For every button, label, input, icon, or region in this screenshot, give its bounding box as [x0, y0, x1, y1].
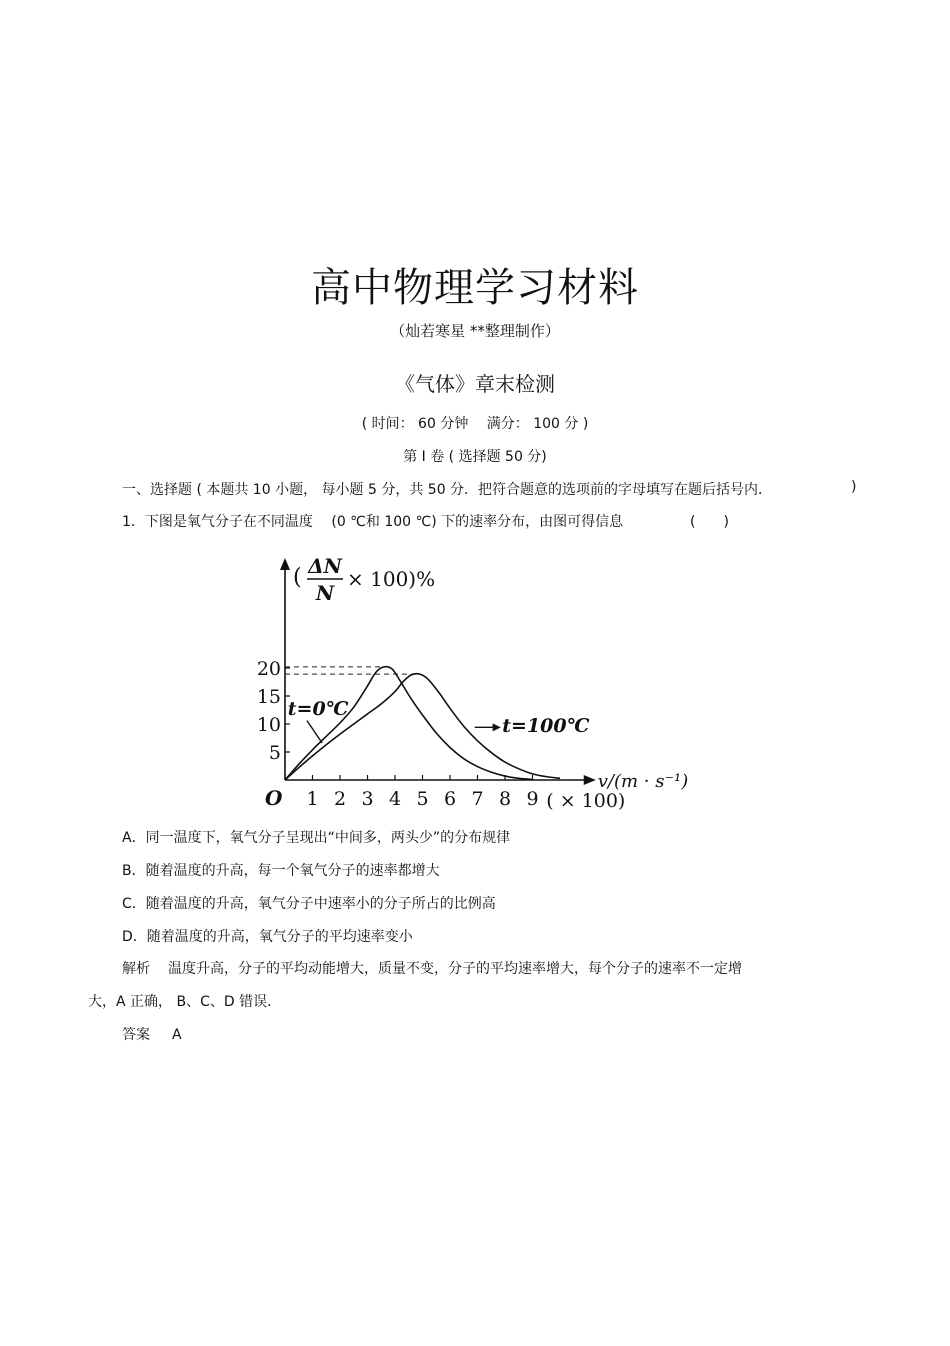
curve-t0 — [285, 667, 533, 780]
x-tick-label: 5 — [416, 788, 429, 810]
y-tick-label: 10 — [256, 714, 281, 736]
option-d: D．随着温度的升高，氧气分子的平均速率变小 — [122, 929, 413, 945]
time-info: ( 时间： 60 分钟 满分： 100 分 ) — [361, 416, 589, 432]
series-pointer-t0 — [307, 721, 322, 743]
section-title: 《气体》章末检测 — [395, 372, 555, 396]
analysis-text-1: 温度升高，分子的平均动能增大，质量不变，分子的平均速率增大，每个分子的速率不一定增 — [168, 961, 742, 977]
volume-title: 第 I 卷 ( 选择题 50 分) — [403, 449, 547, 465]
option-a: A．同一温度下，氧气分子呈现出“中间多，两头少”的分布规律 — [122, 830, 511, 846]
x-tick-label: 7 — [471, 788, 484, 810]
x-tick-label: 4 — [388, 788, 402, 810]
answer-blank: ( ) — [690, 514, 729, 530]
instructions: 一、选择题 ( 本题共 10 小题， 每小题 5 分，共 50 分．把符合题意的选项前的字母填写在题后括号内． — [122, 482, 773, 498]
answer-line — [122, 1024, 182, 1044]
reference-lines — [285, 667, 420, 674]
y-label-denominator: N — [315, 581, 335, 605]
y-tick-label: 5 — [268, 742, 281, 764]
origin-label: O — [265, 786, 283, 810]
option-b: B．随着温度的升高，每一个氧气分子的速率都增大 — [122, 863, 440, 879]
series-label-t0: t=0℃ — [287, 698, 349, 721]
main-title: 高中物理学习材料 — [311, 265, 639, 311]
question-1-stem: 1．下图是氧气分子在不同温度 (0 ℃和 100 ℃) 下的速率分布，由图可得信息 — [122, 514, 624, 530]
x-multiplier-label: ( × 100) — [546, 790, 626, 812]
y-axis-arrow — [280, 558, 290, 570]
x-tick-label: 8 — [498, 788, 512, 810]
analysis-line-2: 大，A 正确， B、C、D 错误． — [88, 994, 282, 1010]
instructions-end: ) — [851, 479, 857, 495]
chart-labels — [257, 554, 688, 812]
series-pointer-arrow-t100 — [493, 723, 501, 731]
x-tick-label: 3 — [361, 788, 374, 810]
analysis-label: 解析 — [122, 961, 150, 977]
author-note: （灿若寒星 **整理制作） — [390, 322, 560, 340]
analysis-line-1 — [122, 958, 742, 978]
answer-label: 答案 — [122, 1027, 150, 1043]
x-tick-label: 6 — [443, 788, 457, 810]
y-tick-label: 20 — [256, 658, 281, 680]
x-tick-label: 2 — [333, 788, 347, 810]
series-label-t100: t=100℃ — [502, 714, 590, 737]
x-axis-arrow — [584, 775, 596, 785]
x-tick-label: 1 — [306, 788, 319, 810]
y-label-suffix: × 100)% — [347, 567, 436, 591]
option-c: C．随着温度的升高，氧气分子中速率小的分子所占的比例高 — [122, 896, 496, 912]
speed-distribution-chart — [255, 540, 735, 820]
y-label-prefix: ( — [293, 565, 302, 590]
x-tick-label: 9 — [526, 788, 539, 810]
y-tick-label: 15 — [256, 686, 281, 708]
x-axis-label: v/(m · s⁻¹) — [597, 771, 689, 792]
answer-value: A — [172, 1027, 182, 1043]
y-label-numerator: ΔN — [308, 554, 342, 578]
